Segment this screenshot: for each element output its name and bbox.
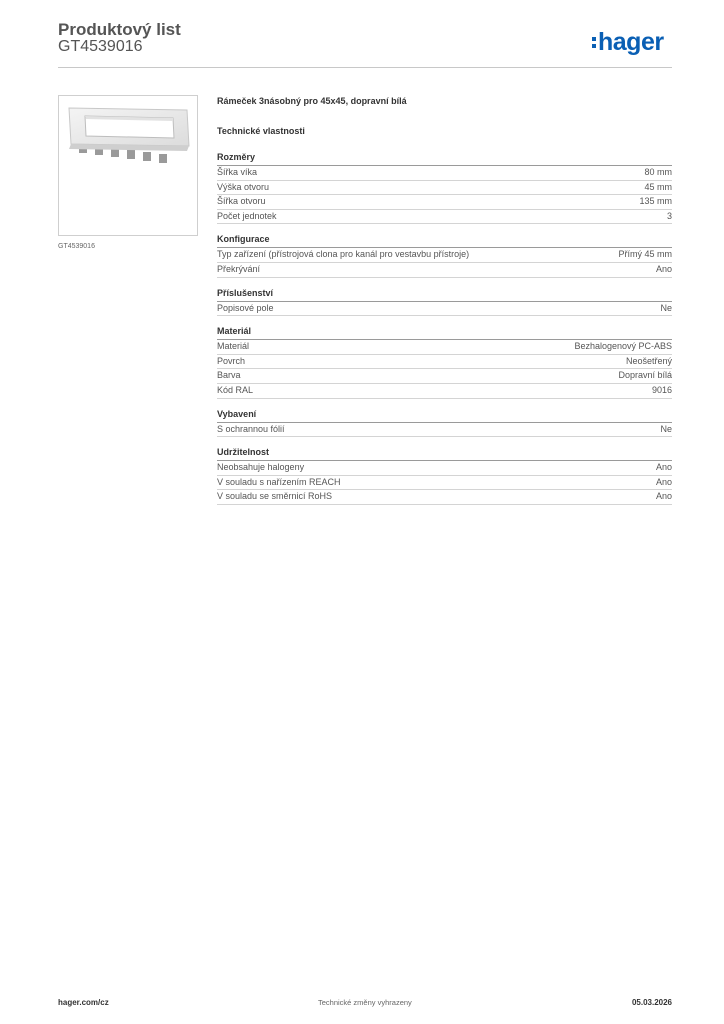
product-image xyxy=(58,95,198,236)
footer-date: 05.03.2026 xyxy=(631,998,672,1007)
spec-value: Ano xyxy=(655,491,672,502)
spec-row xyxy=(217,476,672,491)
spec-label: Překrývání xyxy=(217,263,261,274)
spec-content xyxy=(217,96,672,505)
spec-row xyxy=(217,461,672,476)
spec-label: V souladu se směrnicí RoHS xyxy=(217,491,333,502)
footer-notice: Technické změny vyhrazeny xyxy=(318,998,412,1007)
section-title: Udržitelnost xyxy=(217,447,672,461)
page-title: Produktový list xyxy=(58,20,181,39)
spec-label: Popisové pole xyxy=(217,302,274,313)
frame-product-icon xyxy=(59,96,197,235)
spec-row xyxy=(217,340,672,355)
spec-label: Počet jednotek xyxy=(217,210,277,221)
spec-row xyxy=(217,210,672,225)
spec-value: Přímý 45 mm xyxy=(618,249,672,260)
spec-row xyxy=(217,355,672,370)
spec-label: V souladu s nařízením REACH xyxy=(217,476,341,487)
spec-label: S ochrannou fólií xyxy=(217,423,285,434)
footer-website-link[interactable]: hager.com/cz xyxy=(58,998,109,1007)
section-title: Vybavení xyxy=(217,409,672,423)
spec-label: Neobsahuje halogeny xyxy=(217,462,305,473)
spec-row xyxy=(217,248,672,263)
spec-row xyxy=(217,369,672,384)
spec-label: Barva xyxy=(217,370,241,381)
spec-value: 80 mm xyxy=(644,167,672,177)
spec-row xyxy=(217,181,672,196)
spec-row xyxy=(217,490,672,505)
spec-value: Bezhalogenový PC-ABS xyxy=(574,341,672,352)
spec-row xyxy=(217,302,672,317)
spec-row xyxy=(217,423,672,438)
logo-text: hager xyxy=(598,27,664,56)
spec-label: Typ zařízení (přístrojová clona pro kanál pro vestavbu přístroje) xyxy=(217,249,470,260)
spec-row xyxy=(217,263,672,278)
spec-value: Ne xyxy=(660,302,672,313)
section-dimensions xyxy=(217,152,672,224)
section-accessories xyxy=(217,288,672,317)
spec-label: Kód RAL xyxy=(217,384,254,395)
spec-label: Výška otvoru xyxy=(217,181,270,192)
section-title: Konfigurace xyxy=(217,234,672,248)
image-caption: GT4539016 xyxy=(58,243,95,250)
section-equipment xyxy=(217,409,672,438)
spec-value: Neošetřený xyxy=(625,355,672,366)
section-sustainability xyxy=(217,447,672,505)
spec-label: Šířka otvoru xyxy=(217,196,266,207)
header-divider xyxy=(58,67,672,68)
spec-value: Ano xyxy=(655,263,672,274)
spec-value: 9016 xyxy=(651,384,672,395)
section-title: Materiál xyxy=(217,326,672,340)
section-material xyxy=(217,326,672,398)
section-configuration xyxy=(217,234,672,277)
spec-value: 135 mm xyxy=(639,196,672,207)
spec-value: 3 xyxy=(666,210,672,221)
spec-label: Šířka víka xyxy=(217,167,258,177)
spec-label: Materiál xyxy=(217,341,250,352)
spec-value: Ano xyxy=(655,476,672,487)
spec-row xyxy=(217,166,672,181)
spec-value: 45 mm xyxy=(644,181,672,192)
spec-row xyxy=(217,195,672,210)
spec-label: Povrch xyxy=(217,355,246,366)
spec-value: Ano xyxy=(655,462,672,473)
spec-row xyxy=(217,384,672,399)
product-name: Rámeček 3násobný pro 45x45, dopravní bílá xyxy=(217,96,407,106)
hager-logo[interactable] xyxy=(592,28,664,56)
logo-colon-icon xyxy=(592,37,596,48)
section-title: Příslušenství xyxy=(217,288,672,302)
spec-value: Dopravní bílá xyxy=(618,370,672,381)
section-title: Rozměry xyxy=(217,152,672,166)
technical-properties-title: Technické vlastnosti xyxy=(217,126,305,136)
product-code: GT4539016 xyxy=(58,38,143,55)
spec-value: Ne xyxy=(660,423,672,434)
